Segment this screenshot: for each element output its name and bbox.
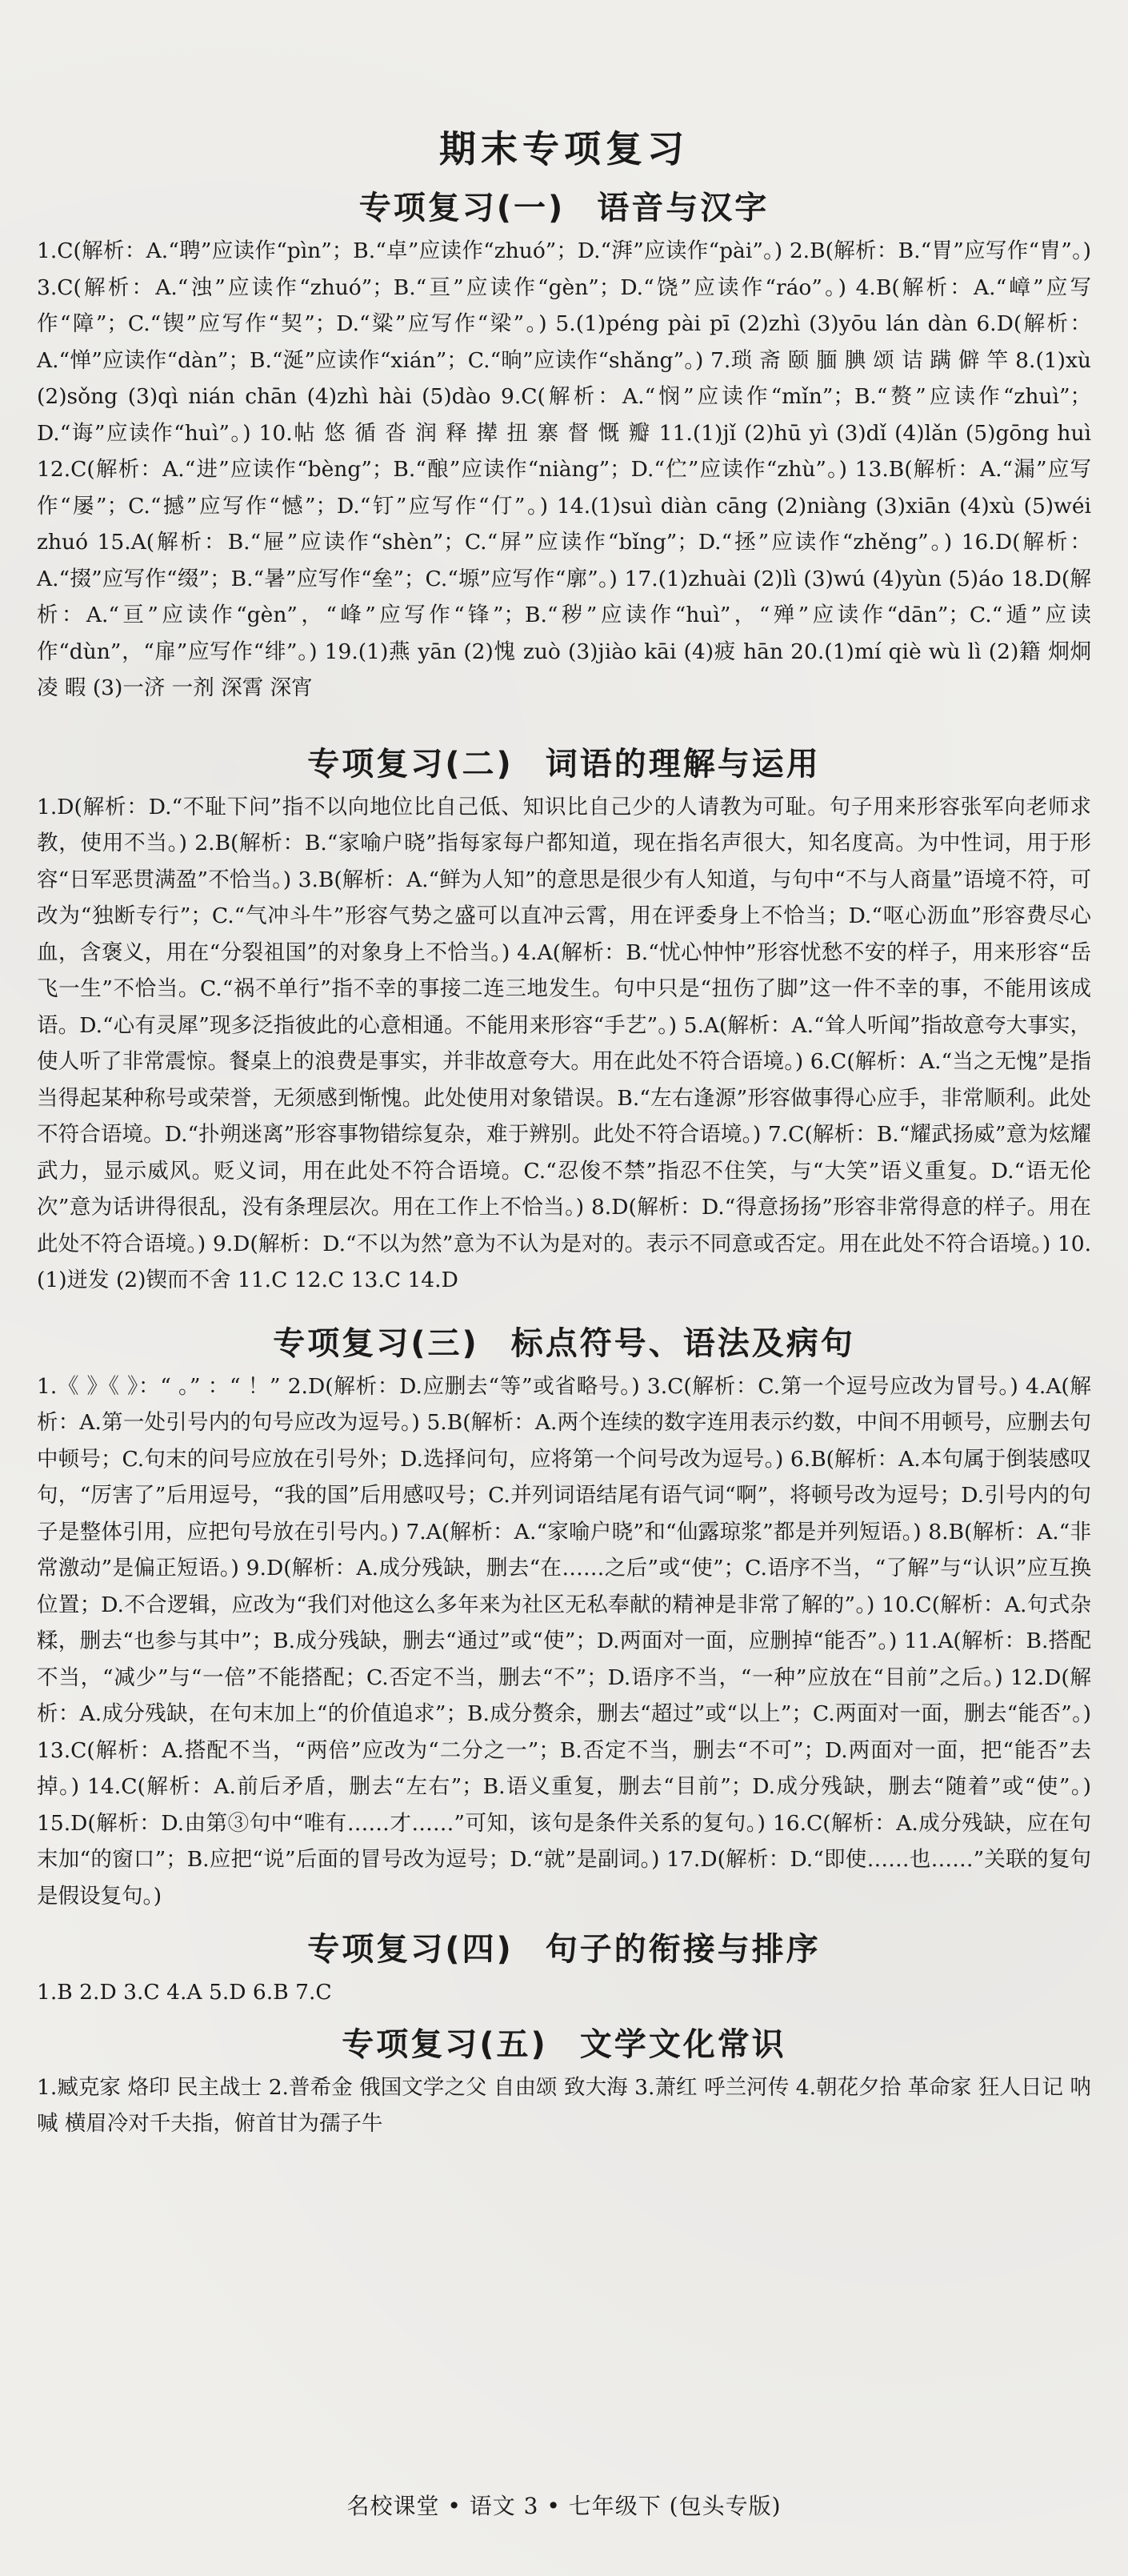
section-3-title — [32, 1318, 1096, 1364]
page-footer: 名校课堂 • 语文 3 • 七年级下 (包头专版) — [346, 2493, 782, 2519]
section-1-answers: 1.C(解析：A.“聘”应读作“pìn”；B.“卓”应读作“zhuó”；D.“湃”应读作“pài”。) 2.B(解析：B.“胃”应写作“胄”。) 3.C(解析：A.“浊”应读作“zhuó”；B.“亘”应读作“gèn”；D.“饶”应读作“ráo”。) 4.B(解析：A.“嶂”应写作“障”；C.“锲”应写作“契”；D.“粱”应写作“梁”。) 5.(1)péng pài pī (2)zhì (3)yōu lán dàn 6.D(解析：A.“惮”应读作“dàn”；B.“涎”应读作“xián”；C.“晌”应读作“shǎng”。) 7.琐 斋 颐 腼 腆 颂 诘 蹒 僻 竿 8.(1)xù (2)sǒng (3)qì nián chān (4)zhì hài (5)dào 9.C(解析：A.“悯”应读作“mǐn”；B.“赘”应读作“zhuì”；D.“诲”应读作“huì”。) 10.帖 悠 循 沓 润 释 撵 扭 寨 督 慨 瓣 11.(1)jǐ (2)hū yì (3)dǐ (4)lǎn (5)gōng huì 12.C(解析：A.“进”应读作“bèng”；B.“酿”应读作“niàng”；D.“伫”应读作“zhù”。) 13.B(解析：A.“漏”应写作“屡”；C.“撼”应写作“憾”；D.“钉”应写作“仃”。) 14.(1)suì diàn cāng (2)niàng (3)xiān (4)xù (5)wéi zhuó 15.A(解析：B.“屉”应读作“shèn”；C.“屏”应读作“bǐng”；D.“拯”应读作“zhěng”。) 16.D(解析：A.“掇”应写作“缀”；B.“暑”应写作“垒”；C.“塬”应写作“廓”。) 17.(1)zhuài (2)lì (3)wú (4)yùn (5)áo 18.D(解析：A.“亘”应读作“gèn”，“峰”应写作“锋”；B.“秽”应读作“huì”，“殚”应读作“dān”；C.“遁”应读作“dùn”，“扉”应写作“绯”。) 19.(1)燕 yān (2)愧 zuò (3)jiào kāi (4)疲 hān 20.(1)mí qiè wù lì (2)籍 炯炯 凌 暇 (3)一济 一剂 深霄 深宵 — [37, 238, 1091, 700]
section-4-label: 专项复习(四) — [307, 1931, 514, 1968]
section-3-topic: 标点符号、语法及病句 — [510, 1324, 855, 1362]
section-5-topic: 文学文化常识 — [579, 2025, 786, 2063]
section-4-topic: 句子的衔接与排序 — [545, 1931, 821, 1968]
section-2-title — [32, 739, 1096, 784]
section-4-title — [32, 1924, 1096, 1969]
section-1-label: 专项复习(一) — [358, 190, 566, 226]
section-3-label: 专项复习(三) — [273, 1324, 479, 1362]
section-4-answers: 1.B 2.D 3.C 4.A 5.D 6.B 7.C — [37, 1980, 332, 2005]
section-5-label: 专项复习(五) — [342, 2025, 548, 2063]
section-5-title — [32, 2019, 1096, 2065]
page-title: 期末专项复习 — [439, 127, 689, 170]
section-2-topic: 词语的理解与运用 — [545, 745, 821, 783]
section-5-answers: 1.臧克家 烙印 民主战士 2.普希金 俄国文学之父 自由颂 致大海 3.萧红 呼兰河传 4.朝花夕拾 革命家 狂人日记 呐喊 横眉冷对千夫指，俯首甘为孺子牛 — [37, 2074, 1091, 2136]
section-1-topic: 语音与汉字 — [597, 190, 770, 226]
section-1-title — [32, 182, 1096, 228]
section-2-label: 专项复习(二) — [307, 745, 514, 783]
section-3-answers: 1.《 》《 》：“ 。” ：“ ！” 2.D(解析：D.应删去“等”或省略号。) 3.C(解析：C.第一个逗号应改为冒号。) 4.A(解析：A.第一处引号内的句号应改为逗号。) 5.B(解析：A.两个连续的数字连用表示约数，中间不用顿号，应删去句中顿号；C.句末的问号应放在引号外；D.选择问句，应将第一个问号改为逗号。) 6.B(解析：A.本句属于倒装感叹句，“厉害了”后用逗号，“我的国”后用感叹号；C.并列词语结尾有语气词“啊”，将顿号改为逗号；D.引号内的句子是整体引用，应把句号放在引号内。) 7.A(解析：A.“家喻户晓”和“仙露琼浆”都是并列短语。) 8.B(解析：A.“非常激动”是偏正短语。) 9.D(解析：A.成分残缺，删去“在……之后”或“使”；C.语序不当，“了解”与“认识”应互换位置；D.不合逻辑，应改为“我们对他这么多年来为社区无私奉献的精神是非常了解的”。) 10.C(解析：A.句式杂糅，删去“也参与其中”；B.成分残缺，删去“通过”或“使”；D.两面对一面，应删掉“能否”。) 11.A(解析：B.搭配不当，“减少”与“一倍”不能搭配；C.否定不当，删去“不”；D.语序不当，“一种”应放在“目前”之后。) 12.D(解析：A.成分残缺，在句末加上“的价值追求”；B.成分赘余，删去“超过”或“以上”；C.两面对一面，删去“能否”。) 13.C(解析：A.搭配不当，“两倍”应改为“二分之一”；B.否定不当，删去“不可”；D.两面对一面，把“能否”去掉。) 14.C(解析：A.前后矛盾，删去“左右”；B.语义重复，删去“目前”；D.成分残缺，删去“随着”或“使”。) 15.D(解析：D.由第③句中“唯有……才……”可知，该句是条件关系的复句。) 16.C(解析：A.成分残缺，应在句末加“的窗口”；B.应把“说”后面的冒号改为逗号；D.“就”是副词。) 17.D(解析：D.“即使……也……”关联的复句是假设复句。) — [37, 1373, 1091, 1909]
section-2-answers: 1.D(解析：D.“不耻下问”指不以向地位比自己低、知识比自己少的人请教为可耻。句子用来形容张军向老师求教，使用不当。) 2.B(解析：B.“家喻户晓”指每家每户都知道，现在指名声很大，知名度高。为中性词，用于形容“日军恶贯满盈”不恰当。) 3.B(解析：A.“鲜为人知”的意思是很少有人知道，与句中“不与人商量”语境不符，可改为“独断专行”；C.“气冲斗牛”形容气势之盛可以直冲云霄，用在评委身上不恰当；D.“呕心沥血”形容费尽心血，含褒义，用在“分裂祖国”的对象身上不恰当。) 4.A(解析：B.“忧心忡忡”形容忧愁不安的样子，用来形容“岳飞一生”不恰当。C.“祸不单行”指不幸的事接二连三地发生。句中只是“扭伤了脚”这一件不幸的事，不能用该成语。D.“心有灵犀”现多泛指彼此的心意相通。不能用来形容“手艺”。) 5.A(解析：A.“耸人听闻”指故意夸大事实，使人听了非常震惊。餐桌上的浪费是事实，并非故意夸大。用在此处不符合语境。) 6.C(解析：A.“当之无愧”是指当得起某种称号或荣誉，无须感到惭愧。此处使用对象错误。B.“左右逢源”形容做事得心应手，非常顺利。此处不符合语境。D.“扑朔迷离”形容事物错综复杂，难于辨别。此处不符合语境。) 7.C(解析：B.“耀武扬威”意为炫耀武力，显示威风。贬义词，用在此处不符合语境。C.“忍俊不禁”指忍不住笑，与“大笑”语义重复。D.“语无伦次”意为话讲得很乱，没有条理层次。用在工作上不恰当。) 8.D(解析：D.“得意扬扬”形容非常得意的样子。用在此处不符合语境。) 9.D(解析：D.“不以为然”意为不认为是对的。表示不同意或否定。用在此处不符合语境。) 10.(1)迸发 (2)锲而不舍 11.C 12.C 13.C 14.D — [37, 794, 1091, 1292]
